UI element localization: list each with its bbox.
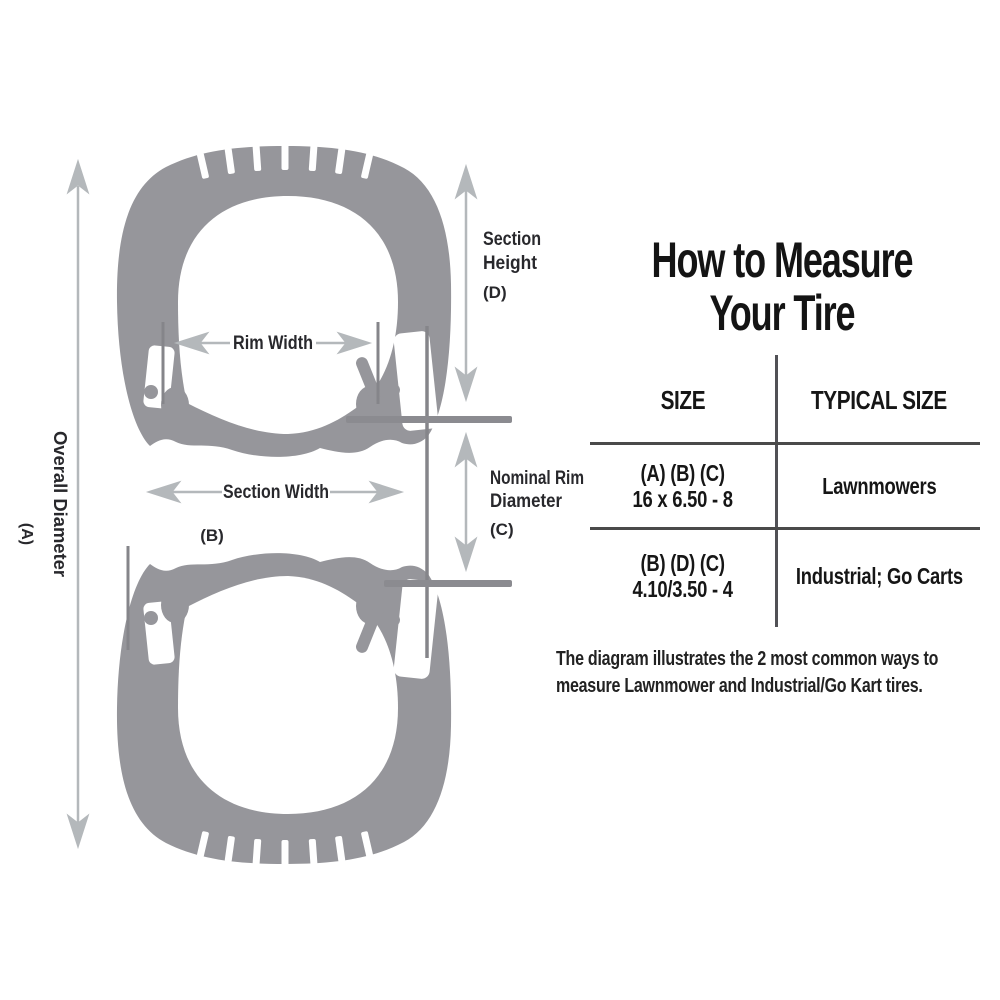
- description-line2: measure Lawnmower and Industrial/Go Kart tires.: [556, 675, 923, 697]
- tire-cross-section-top: [117, 144, 451, 457]
- table-row-2-size-cell: [590, 530, 775, 622]
- table-row-2-typical-cell: [778, 530, 980, 622]
- description-line1: The diagram illustrates the 2 most common ways to: [556, 648, 939, 670]
- table-header-size: [590, 359, 775, 442]
- nominal-rim-label-line2: Diameter: [490, 491, 563, 512]
- table-header-typical-size: [778, 359, 980, 442]
- rim-width-label: Rim Width: [233, 333, 313, 354]
- size-code: (B) (D) (C): [640, 550, 725, 576]
- page-title-line2: Your Tire: [709, 285, 855, 341]
- table-row-1-typical-cell: [778, 445, 980, 527]
- section-height-label-line2: Height: [483, 253, 538, 274]
- size-value: 4.10/3.50 - 4: [632, 576, 733, 602]
- description-text: [556, 646, 996, 700]
- overall-diameter-arrow: [69, 163, 87, 845]
- table-header-size-label: SIZE: [660, 385, 705, 415]
- nominal-rim-label-line1: Nominal Rim: [490, 468, 584, 489]
- typical-value: Lawnmowers: [821, 473, 937, 499]
- nominal-rim-key-label: (C): [490, 520, 514, 539]
- typical-value: Industrial; Go Carts: [795, 563, 963, 589]
- section-height-label-line1: Section: [483, 229, 541, 250]
- table-header-typical-size-label: TYPICAL SIZE: [811, 385, 947, 415]
- size-value: 16 x 6.50 - 8: [632, 486, 733, 512]
- nominal-rim-diameter-arrow: [457, 436, 475, 568]
- section-width-label: Section Width: [223, 482, 329, 503]
- overall-diameter-key-label: (A): [18, 522, 35, 546]
- page-title: [629, 234, 934, 340]
- overall-diameter-label: Overall Diameter: [50, 431, 70, 575]
- tire-cross-section-bottom: [117, 553, 451, 866]
- page-title-line1: How to Measure: [651, 232, 913, 288]
- size-code: (A) (B) (C): [640, 460, 725, 486]
- section-height-key-label: (D): [483, 283, 507, 302]
- section-width-key-label: (B): [200, 526, 224, 545]
- table-row-1-size-cell: [590, 445, 775, 527]
- section-height-arrow: [457, 168, 475, 398]
- size-table: [590, 355, 980, 627]
